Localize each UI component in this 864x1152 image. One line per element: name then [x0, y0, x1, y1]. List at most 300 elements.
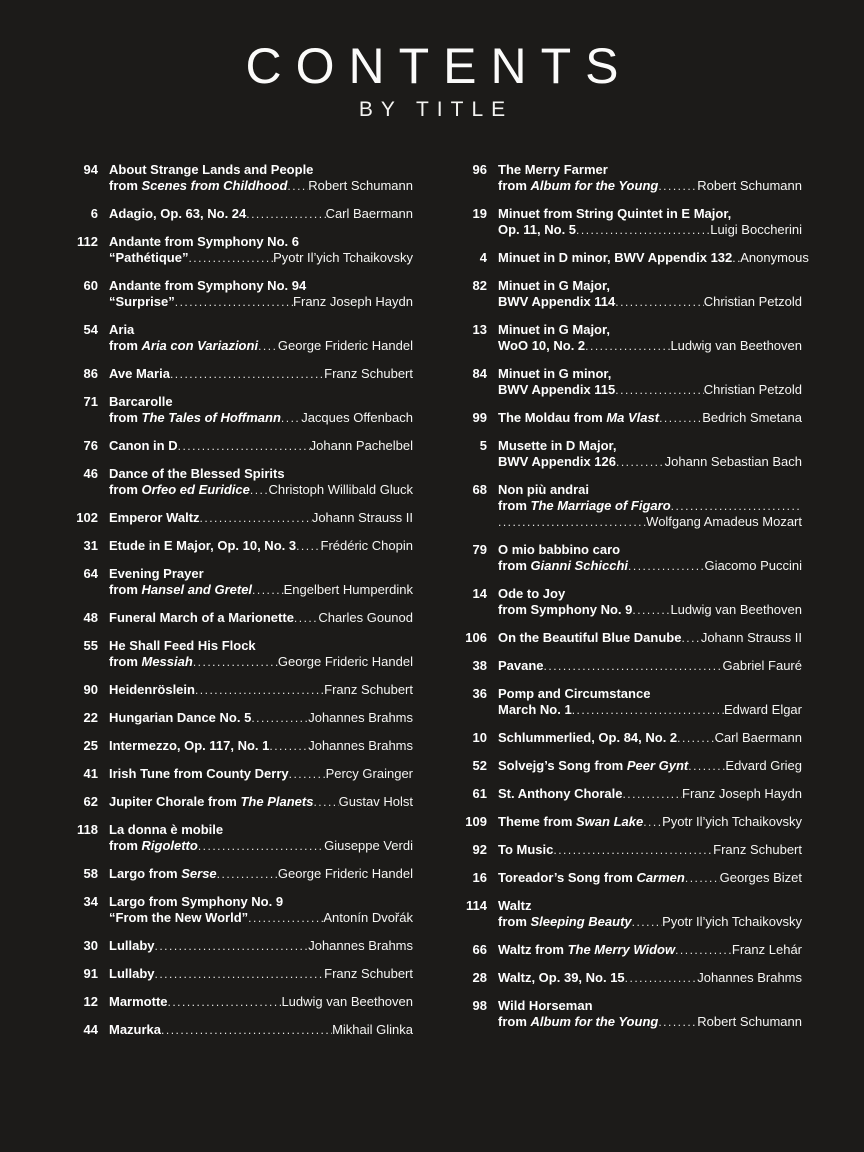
page-number: 6: [90, 205, 98, 221]
toc-entry: [451, 942, 802, 958]
entry-title-text: O mio babbino caro: [498, 541, 621, 557]
page-number: 46: [83, 465, 98, 481]
entry-title-text: Lullaby: [109, 965, 155, 981]
composer-name: Gustav Holst: [338, 793, 413, 809]
dot-leader: [281, 410, 301, 426]
dot-leader: [553, 842, 713, 858]
entry-body: [109, 966, 413, 982]
entry-title-text: from Album for the Young: [498, 1013, 659, 1029]
page-number: 52: [472, 757, 487, 773]
entry-title-text: About Strange Lands and People: [109, 161, 314, 177]
dot-leader: [677, 730, 714, 746]
entry-title-text: Minuet in G Major,: [498, 321, 610, 337]
composer-name: Franz Lehár: [731, 941, 802, 957]
page-number: 10: [472, 729, 487, 745]
dot-leader: [615, 294, 703, 310]
page-number: 30: [83, 937, 98, 953]
entry-title-text: Theme from Swan Lake: [498, 813, 644, 829]
entry-body: [498, 814, 802, 830]
toc-entry: [451, 998, 802, 1030]
entry-title-text: Toreador’s Song from Carmen: [498, 869, 685, 885]
dot-leader: [616, 454, 665, 470]
composer-name: Robert Schumann: [697, 177, 802, 193]
toc-entry: [62, 162, 413, 194]
entry-line: [498, 558, 802, 574]
dot-leader: [632, 602, 670, 618]
composer-name: Gabriel Fauré: [722, 657, 802, 673]
dot-leader: [198, 838, 324, 854]
entry-line: [109, 938, 413, 954]
entry-title-text: Schlummerlied, Op. 84, No. 2: [498, 729, 678, 745]
dot-leader: [289, 766, 326, 782]
dot-leader: [251, 710, 308, 726]
composer-name: Franz Schubert: [324, 365, 413, 381]
entry-title-text: Lullaby: [109, 937, 155, 953]
entry-title-text: Dance of the Blessed Spirits: [109, 465, 285, 481]
entry-line: [498, 730, 802, 746]
entry-title-text: Waltz: [498, 897, 532, 913]
entry-title-text: from Gianni Schicchi: [498, 557, 629, 573]
dot-leader: [572, 702, 724, 718]
page-number: 94: [83, 161, 98, 177]
entry-title-text: La donna è mobile: [109, 821, 224, 837]
page-number: 98: [472, 997, 487, 1013]
entry-title-text: Evening Prayer: [109, 565, 204, 581]
composer-name: Robert Schumann: [697, 1013, 802, 1029]
dot-leader: [622, 786, 682, 802]
entry-body: [498, 249, 809, 266]
entry-title-text: Heidenröslein: [109, 681, 195, 697]
page-number: 68: [472, 481, 487, 497]
composer-name: Antonín Dvořák: [323, 909, 413, 925]
entry-line: [498, 602, 802, 618]
entry-title-text: Funeral March of a Marionette: [109, 609, 294, 625]
entry-line: [498, 410, 802, 426]
toc-entry: [451, 542, 802, 574]
entry-title-text: Mazurka: [109, 1021, 162, 1037]
toc-entry: [62, 766, 413, 782]
dot-leader: [658, 178, 697, 194]
page-number: 4: [479, 249, 487, 265]
dot-leader: [313, 794, 338, 810]
entry-line: [498, 658, 802, 674]
page-header: [62, 40, 802, 122]
entry-title-text: from Rigoletto: [109, 837, 198, 853]
composer-name: Christoph Willibald Gluck: [268, 481, 413, 497]
dot-leader: [200, 510, 312, 526]
composer-name: Anonymous: [740, 249, 809, 265]
entry-line: [109, 838, 413, 854]
dot-leader: [625, 970, 698, 986]
entry-title-text: Marmotte: [109, 993, 168, 1009]
composer-name: Johann Pachelbel: [309, 437, 413, 453]
page-number: 84: [472, 365, 487, 381]
page-number: 14: [472, 585, 487, 601]
toc-entry: [451, 730, 802, 746]
toc-entry: [451, 870, 802, 886]
composer-name: Johannes Brahms: [697, 969, 802, 985]
entry-line: [109, 682, 413, 698]
dot-leader: [671, 498, 802, 514]
entry-title-text: Minuet in G minor,: [498, 365, 612, 381]
entry-title-text: from The Marriage of Figaro: [498, 497, 671, 513]
toc-entry: [62, 234, 413, 266]
entry-body: [109, 322, 413, 354]
entry-line: [109, 654, 413, 670]
page-number: 58: [83, 865, 98, 881]
entry-title-text: The Merry Farmer: [498, 161, 608, 177]
page-number: 25: [83, 737, 98, 753]
entry-body: [498, 438, 802, 470]
entry-line: [498, 294, 802, 310]
toc-entry: [62, 710, 413, 726]
entry-body: [109, 894, 413, 926]
entry-title-text: Pomp and Circumstance: [498, 685, 651, 701]
entry-line: [498, 542, 802, 558]
composer-name: Frédéric Chopin: [320, 537, 413, 553]
entry-title-text: WoO 10, No. 2: [498, 337, 586, 353]
entry-title-text: The Moldau from Ma Vlast: [498, 409, 660, 425]
entry-title-text: Minuet in G Major,: [498, 277, 610, 293]
page-number: 28: [472, 969, 487, 985]
toc-entry: [62, 566, 413, 598]
composer-name: Franz Schubert: [324, 681, 413, 697]
entry-title-text: from Symphony No. 9: [498, 601, 633, 617]
page-number: 114: [466, 897, 487, 913]
entry-line: [109, 322, 413, 338]
entry-body: [109, 638, 413, 670]
dot-leader: [269, 738, 308, 754]
dot-leader: [178, 438, 310, 454]
entry-line: [109, 610, 413, 626]
entry-body: [109, 938, 413, 954]
dot-leader: [675, 942, 732, 958]
page-subtitle: BY TITLE: [358, 97, 514, 121]
dot-leader: [585, 338, 670, 354]
entry-line: [498, 786, 802, 802]
toc-entry: [451, 206, 802, 238]
dot-leader: [615, 382, 703, 398]
entry-line: [109, 794, 413, 810]
dot-leader: [170, 366, 324, 382]
entry-body: [498, 730, 802, 746]
entry-body: [109, 994, 413, 1010]
entry-title-text: from Orfeo ed Euridice: [109, 481, 250, 497]
page-number: 38: [472, 657, 487, 673]
page-number: 55: [83, 637, 98, 653]
page-number: 64: [83, 565, 98, 581]
entry-line: [109, 394, 413, 410]
entry-line: [498, 586, 802, 602]
toc-entry: [62, 938, 413, 954]
composer-name: George Frideric Handel: [277, 865, 413, 881]
entry-title-text: Andante from Symphony No. 6: [109, 233, 299, 249]
composer-name: Franz Schubert: [324, 965, 413, 981]
entry-title-text: Minuet from String Quintet in E Major,: [498, 205, 732, 221]
page-number: 5: [479, 437, 487, 453]
dot-leader: [688, 758, 725, 774]
entry-body: [109, 566, 413, 598]
composer-name: Mikhail Glinka: [332, 1021, 413, 1037]
page-title: CONTENTS: [245, 38, 633, 94]
toc-entry: [451, 410, 802, 426]
toc-entry: [62, 966, 413, 982]
page-number: 22: [83, 709, 98, 725]
entry-line: [109, 234, 413, 250]
entry-body: [109, 366, 413, 382]
entry-title-text: from Sleeping Beauty: [498, 913, 632, 929]
entry-line: [109, 206, 413, 222]
entry-title-text: Minuet in D minor, BWV Appendix 132: [498, 249, 733, 265]
composer-name: Engelbert Humperdink: [283, 581, 413, 597]
entry-line: [498, 278, 802, 294]
dot-leader: [252, 582, 284, 598]
dot-leader: [296, 538, 320, 554]
entry-title-text: Adagio, Op. 63, No. 24: [109, 205, 247, 221]
composer-name: Giacomo Puccini: [704, 557, 802, 573]
composer-name: Edvard Grieg: [725, 757, 802, 773]
dot-leader: [250, 482, 269, 498]
composer-name: Johann Strauss II: [700, 629, 802, 645]
entry-line: [498, 482, 802, 498]
entry-title-text: “From the New World”: [109, 909, 249, 925]
dot-leader: [287, 178, 308, 194]
entry-title-text: Jupiter Chorale from The Planets: [109, 793, 314, 809]
entry-line: [498, 998, 802, 1014]
entry-line: [109, 538, 413, 554]
toc-entry: [451, 898, 802, 930]
entry-line: [498, 942, 802, 958]
composer-name: Bedrich Smetana: [702, 409, 802, 425]
composer-name: Jacques Offenbach: [301, 409, 413, 425]
dot-leader: [161, 1022, 332, 1038]
dot-leader: [258, 338, 278, 354]
composer-name: George Frideric Handel: [277, 653, 413, 669]
entry-line: [109, 766, 413, 782]
entry-line: [109, 338, 413, 354]
toc-entry: [451, 438, 802, 470]
page-number: 48: [83, 609, 98, 625]
dot-leader: [658, 1014, 697, 1030]
toc-entry: [62, 510, 413, 526]
entry-body: [498, 482, 802, 530]
page-number: 54: [83, 321, 98, 337]
toc-entry: [62, 278, 413, 310]
composer-name: Giuseppe Verdi: [324, 837, 413, 853]
composer-name: Johann Strauss II: [311, 509, 413, 525]
composer-name: Johann Sebastian Bach: [664, 453, 802, 469]
entry-body: [498, 870, 802, 886]
entry-body: [498, 278, 802, 310]
toc-column-left: [62, 162, 413, 1050]
toc-entry: [62, 638, 413, 670]
entry-body: [498, 630, 802, 646]
entry-line: [109, 510, 413, 526]
entry-body: [498, 998, 802, 1030]
dot-leader: [246, 206, 325, 222]
composer-name: Pyotr Il’yich Tchaikovsky: [662, 913, 802, 929]
entry-title-text: from Hansel and Gretel: [109, 581, 253, 597]
entry-line: [109, 710, 413, 726]
dot-leader: [168, 994, 282, 1010]
composer-name: Luigi Boccherini: [710, 221, 802, 237]
entry-title-text: Musette in D Major,: [498, 437, 617, 453]
composer-name: Franz Joseph Haydn: [682, 785, 802, 801]
entry-line: [109, 178, 413, 194]
entry-title-text: Waltz, Op. 39, No. 15: [498, 969, 625, 985]
entry-line: [109, 638, 413, 654]
entry-title-text: Emperor Waltz: [109, 509, 200, 525]
toc-entry: [62, 366, 413, 382]
toc-entry: [62, 738, 413, 754]
toc-entry: [62, 206, 413, 222]
entry-title-text: from Album for the Young: [498, 177, 659, 193]
entry-body: [498, 658, 802, 674]
entry-title-text: from Aria con Variazioni: [109, 337, 259, 353]
page-number: 66: [472, 941, 487, 957]
entry-body: [109, 1022, 413, 1038]
entry-body: [109, 206, 413, 222]
page-number: 61: [472, 785, 487, 801]
composer-name: Ludwig van Beethoven: [670, 601, 802, 617]
toc-entry: [451, 786, 802, 802]
composer-name: Wolfgang Amadeus Mozart: [646, 513, 802, 529]
entry-title-text: from Scenes from Childhood: [109, 177, 288, 193]
toc-entry: [62, 438, 413, 454]
page-number: 102: [76, 509, 98, 525]
entry-body: [498, 366, 802, 398]
dot-leader: [248, 910, 323, 926]
entry-title-text: Aria: [109, 321, 135, 337]
composer-name: Christian Petzold: [703, 381, 802, 397]
page-number: 34: [83, 893, 98, 909]
page-number: 86: [83, 365, 98, 381]
composer-name: Johannes Brahms: [308, 937, 413, 953]
entry-title-text: On the Beautiful Blue Danube: [498, 629, 682, 645]
toc-entry: [451, 814, 802, 830]
entry-line: [109, 294, 413, 310]
entry-line: [109, 822, 413, 838]
entry-body: [109, 438, 413, 454]
page-number: 118: [77, 821, 98, 837]
entry-title-text: Non più andrai: [498, 481, 589, 497]
entry-title-text: BWV Appendix 115: [498, 381, 616, 397]
entry-body: [498, 970, 802, 986]
entry-line: [109, 482, 413, 498]
entry-title-text: Op. 11, No. 5: [498, 221, 577, 237]
entry-line: [109, 278, 413, 294]
dot-leader: [732, 250, 740, 266]
entry-body: [109, 822, 413, 854]
composer-name: Edward Elgar: [723, 701, 802, 717]
page-number: 106: [465, 629, 487, 645]
entry-title-text: Solvejg’s Song from Peer Gynt: [498, 757, 689, 773]
entry-title-text: from The Tales of Hoffmann: [109, 409, 281, 425]
dot-leader: [681, 630, 700, 646]
entry-line: [109, 1022, 413, 1038]
toc-entry: [451, 630, 802, 646]
entry-line: [498, 842, 802, 858]
composer-name: Franz Joseph Haydn: [293, 293, 413, 309]
entry-line: [498, 178, 802, 194]
composer-name: Christian Petzold: [703, 293, 802, 309]
entry-title-text: Waltz from The Merry Widow: [498, 941, 676, 957]
entry-line: [498, 222, 802, 238]
page-number: 96: [472, 161, 487, 177]
toc-entry: [451, 482, 802, 530]
entry-body: [109, 766, 413, 782]
toc-entry: [62, 994, 413, 1010]
entry-body: [498, 842, 802, 858]
entry-line: [109, 966, 413, 982]
dot-leader: [685, 870, 720, 886]
page-number: 19: [472, 205, 487, 221]
entry-line: [498, 1014, 802, 1030]
composer-name: Charles Gounod: [318, 609, 413, 625]
entry-line: [498, 454, 802, 470]
composer-name: Georges Bizet: [719, 869, 802, 885]
toc-columns: [62, 161, 809, 1050]
toc-entry: [451, 686, 802, 718]
entry-body: [498, 410, 802, 426]
entry-title-text: Barcarolle: [109, 393, 173, 409]
page-number: 99: [472, 409, 487, 425]
entry-body: [109, 794, 413, 810]
toc-entry: [62, 866, 413, 882]
page-number: 16: [472, 869, 487, 885]
entry-line: [109, 410, 413, 426]
entry-line: [109, 866, 413, 882]
entry-line: [109, 250, 413, 266]
dot-leader: [628, 558, 704, 574]
page-number: 109: [465, 813, 487, 829]
entry-line: [109, 894, 413, 910]
entry-body: [498, 758, 802, 774]
entry-body: [498, 162, 802, 194]
entry-line: [498, 814, 802, 830]
entry-title-text: Andante from Symphony No. 94: [109, 277, 307, 293]
dot-leader: [193, 654, 278, 670]
entry-body: [109, 278, 413, 310]
page-number: 44: [83, 1021, 98, 1037]
page-number: 60: [83, 277, 98, 293]
entry-title-text: Ode to Joy: [498, 585, 566, 601]
page-number: 112: [77, 233, 98, 249]
page-number: 92: [472, 841, 487, 857]
entry-title-text: Hungarian Dance No. 5: [109, 709, 252, 725]
entry-line: [109, 366, 413, 382]
page-number: 12: [83, 993, 98, 1009]
page-number: 71: [83, 393, 98, 409]
entry-title-text: Ave Maria: [109, 365, 170, 381]
toc-entry: [62, 538, 413, 554]
composer-name: Robert Schumann: [308, 177, 413, 193]
toc-entry: [62, 610, 413, 626]
entry-body: [109, 466, 413, 498]
composer-name: George Frideric Handel: [277, 337, 413, 353]
toc-entry: [62, 682, 413, 698]
page-number: 91: [83, 965, 98, 981]
entry-body: [498, 786, 802, 802]
entry-line: [109, 994, 413, 1010]
dot-leader: [155, 966, 325, 982]
dot-leader: [195, 682, 324, 698]
entry-line: [498, 249, 809, 266]
dot-leader: [632, 914, 662, 930]
entry-line: [498, 438, 802, 454]
page-number: 79: [472, 541, 487, 557]
page-number: 41: [83, 765, 98, 781]
